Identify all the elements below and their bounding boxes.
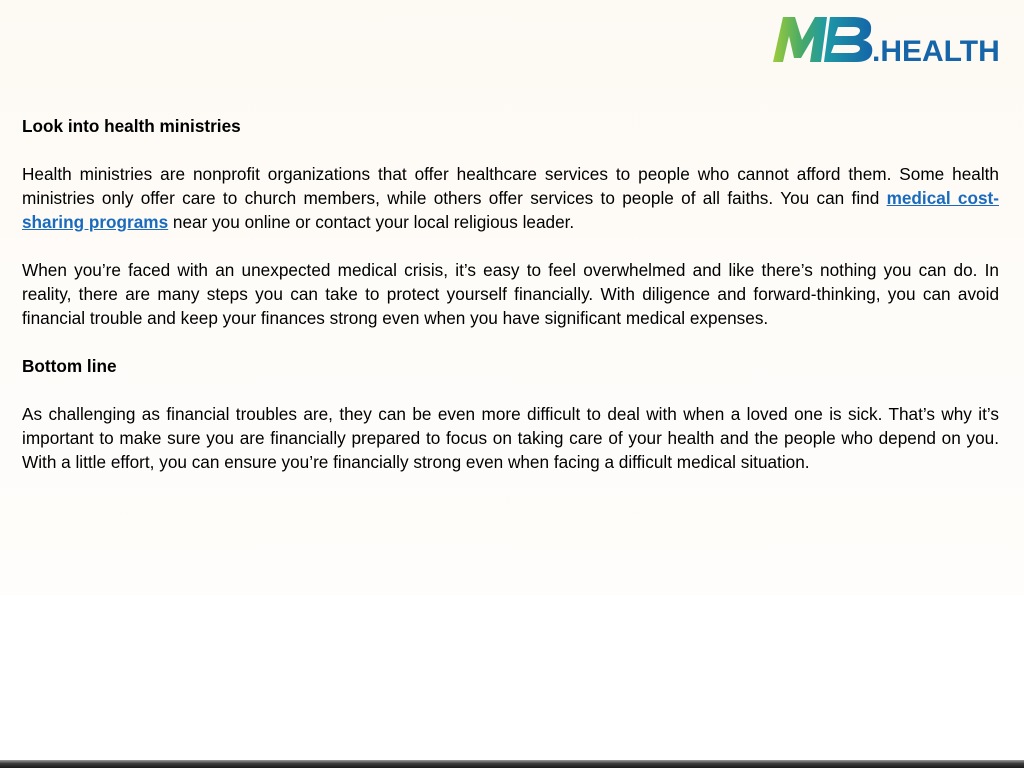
- bottom-border-bar: [0, 760, 1024, 768]
- paragraph-text: near you online or contact your local religious leader.: [168, 212, 575, 232]
- paragraph-text: Health ministries are nonprofit organizations that offer healthcare services to people who cannot afford them. Some health ministries only offer care to church members, while others offer services to people of all faiths. You can find: [22, 164, 999, 208]
- mb-health-logo: [770, 12, 1006, 68]
- mb-health-logo-graphic: [770, 12, 1006, 68]
- logo-health-text: .HEALTH: [872, 35, 1000, 68]
- paragraph-health-ministries: [22, 162, 999, 234]
- paragraph-bottom-line: As challenging as financial troubles are, they can be even more difficult to deal with when a loved one is sick. That’s why it’s important to make sure you are financially prepared to focus on taking care of your health and the people who depend on you. With a little effort, you can ensure you’re financially strong even when facing a difficult medical situation.: [22, 404, 999, 472]
- section-heading-health-ministries: Look into health ministries: [22, 116, 241, 136]
- article-body: [22, 114, 999, 498]
- section-heading-bottom-line: Bottom line: [22, 356, 117, 376]
- paragraph-medical-crisis: When you’re faced with an unexpected medical crisis, it’s easy to feel overwhelmed and like there’s nothing you can do. In reality, there are many steps you can take to protect yourself financially. With diligence and forward-thinking, you can avoid financial trouble and keep your finances strong even when you have significant medical expenses.: [22, 260, 999, 328]
- medical-cost-sharing-link[interactable]: medical cost-sharing programs: [22, 188, 999, 232]
